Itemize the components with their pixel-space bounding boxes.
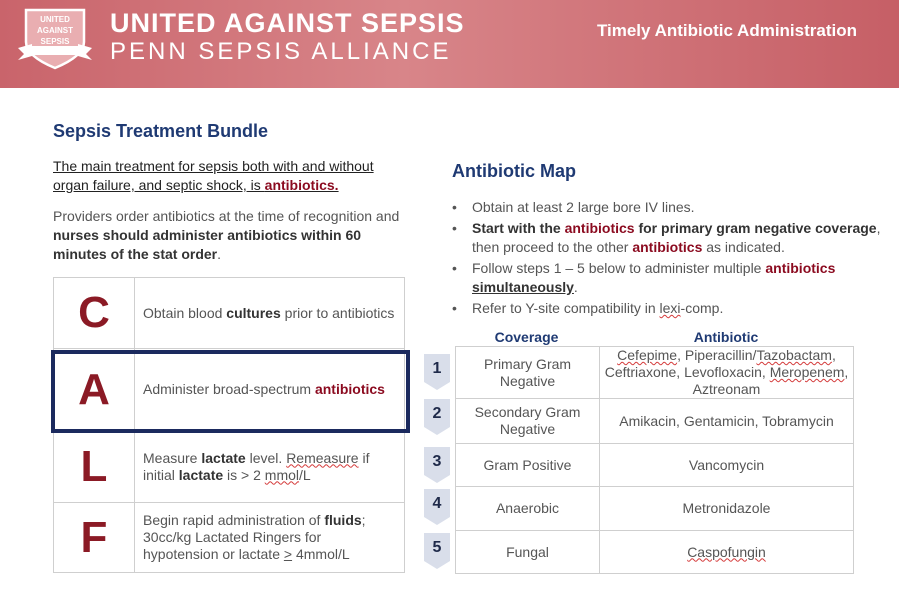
list-item-emphasis: antibiotics [632,239,703,255]
calf-row-l [54,431,405,503]
list-item-text: Follow steps 1 – 5 below to administer multiple [472,260,766,276]
list-item-emphasis: antibiotics [564,220,635,236]
step-number: 5 [432,539,442,556]
brand-title: UNITED AGAINST SEPSIS [110,8,465,38]
coverage-cell: Primary Gram Negative [456,347,600,399]
table-row [456,347,854,399]
list-item-emphasis: antibiotics [765,260,836,276]
desc-text: 4mmol/L [292,546,350,562]
list-item-text: Refer to Y-site compatibility in [472,300,660,316]
order-period: . [217,246,222,262]
desc-text: level. [245,449,287,466]
column-header-antibiotic: Antibiotic [693,329,759,345]
list-item-text: -comp. [680,300,724,316]
antibiotic-text: Meropenem [769,364,845,380]
antibiotic-text: , Piperacillin/ [677,347,757,363]
step-number: 4 [432,495,442,512]
antibiotic-cell [600,531,854,574]
calf-row-f [54,503,405,573]
desc-text: /L [299,466,311,483]
step-number: 2 [432,405,442,422]
list-item-text: for primary gram negative coverage [634,220,877,236]
calf-letter: L [54,431,135,503]
antibiotic-cell: Metronidazole [600,487,854,531]
step-number: 1 [432,360,442,377]
step-badge [424,489,450,525]
desc-emphasis: lactate [201,449,246,466]
section-heading-treatment-bundle: Sepsis Treatment Bundle [53,121,269,141]
desc-text: Administer broad-spectrum [143,381,315,397]
desc-text: prior to antibiotics [280,304,395,321]
coverage-cell: Gram Positive [456,444,600,487]
list-item [472,259,882,297]
desc-text: Measure [143,449,202,466]
calf-description [135,503,405,573]
desc-emphasis: antibiotics [314,381,385,397]
step-badge [424,533,450,569]
antibiotic-text: , Ceftriaxone, Levofloxacin, [604,347,836,380]
order-text: Providers order antibiotics at the time of recognition and [53,208,400,224]
antibiotic-cell: Vancomycin [600,444,854,487]
list-item-text: lexi [659,300,681,316]
desc-emphasis: lactate [178,466,224,483]
desc-text: ; 30cc/kg Lactated Ringers for hypotension or lactate [143,512,366,562]
table-row [456,487,854,531]
logo-line-2: AGAINST [37,26,73,35]
list-item-text: Start with the [472,220,565,236]
antibiotic-cell [600,347,854,399]
shield-logo-icon [18,8,92,70]
antibiotic-text: Tazobactam [756,347,832,363]
calf-letter: F [54,503,135,573]
intro-emphasis: antibiotics. [264,177,339,193]
logo-line-1: UNITED [40,15,70,24]
calf-a-highlight-box [51,350,410,433]
antibiotic-table [455,346,854,574]
step-badge [424,354,450,390]
intro-text: The main treatment for sepsis both with and without organ failure, and septic shock, is [53,158,374,193]
desc-emphasis: fluids [324,512,362,528]
desc-text: > [283,546,293,562]
calf-letter: A [54,349,135,431]
step-badge [424,399,450,435]
section-heading-antibiotic-map: Antibiotic Map [452,161,576,181]
desc-text: if initial [143,449,370,483]
step-number: 3 [432,453,442,470]
desc-text: is > 2 [223,466,265,483]
order-paragraph [53,207,415,264]
calf-description [135,431,405,503]
calf-letter: C [54,278,135,349]
coverage-cell: Secondary Gram Negative [456,399,600,444]
column-header-coverage: Coverage [494,329,559,345]
table-row [456,531,854,574]
step-badge [424,447,450,483]
calf-row-c [54,278,405,349]
intro-paragraph [53,157,403,195]
list-item-text: . [573,279,578,295]
desc-text: Begin rapid administration of [143,512,325,528]
coverage-cell: Anaerobic [456,487,600,531]
coverage-cell: Fungal [456,531,600,574]
list-item [472,299,882,318]
brand-subtitle: PENN SEPSIS ALLIANCE [110,38,452,65]
table-row [456,444,854,487]
antibiotic-text: , Aztreonam [692,364,849,397]
page-subtitle: Timely Antibiotic Administration [596,21,857,40]
desc-text: Obtain blood [143,304,227,321]
antibiotic-cell: Amikacin, Gentamicin, Tobramycin [600,399,854,444]
list-item-text: , then proceed to the other [472,220,881,255]
desc-emphasis: cultures [226,304,281,321]
list-item-text: simultaneously [472,279,574,295]
table-row [456,399,854,444]
desc-text: Remeasure [286,449,359,466]
antibiotic-text: Cefepime [617,347,678,363]
calf-description [135,278,405,349]
list-item [472,219,882,257]
header-banner [0,0,899,88]
list-item-text: as indicated. [702,239,785,255]
list-item [472,198,882,217]
antibiotic-text: Caspofungin [687,543,766,560]
desc-text: mmol [264,466,300,483]
list-item-text: Obtain at least 2 large bore IV lines. [472,199,695,215]
order-emphasis: nurses should administer antibiotics within 60 minutes of the stat order [53,227,362,262]
instruction-list [472,198,882,320]
logo-line-3: SEPSIS [40,37,70,46]
